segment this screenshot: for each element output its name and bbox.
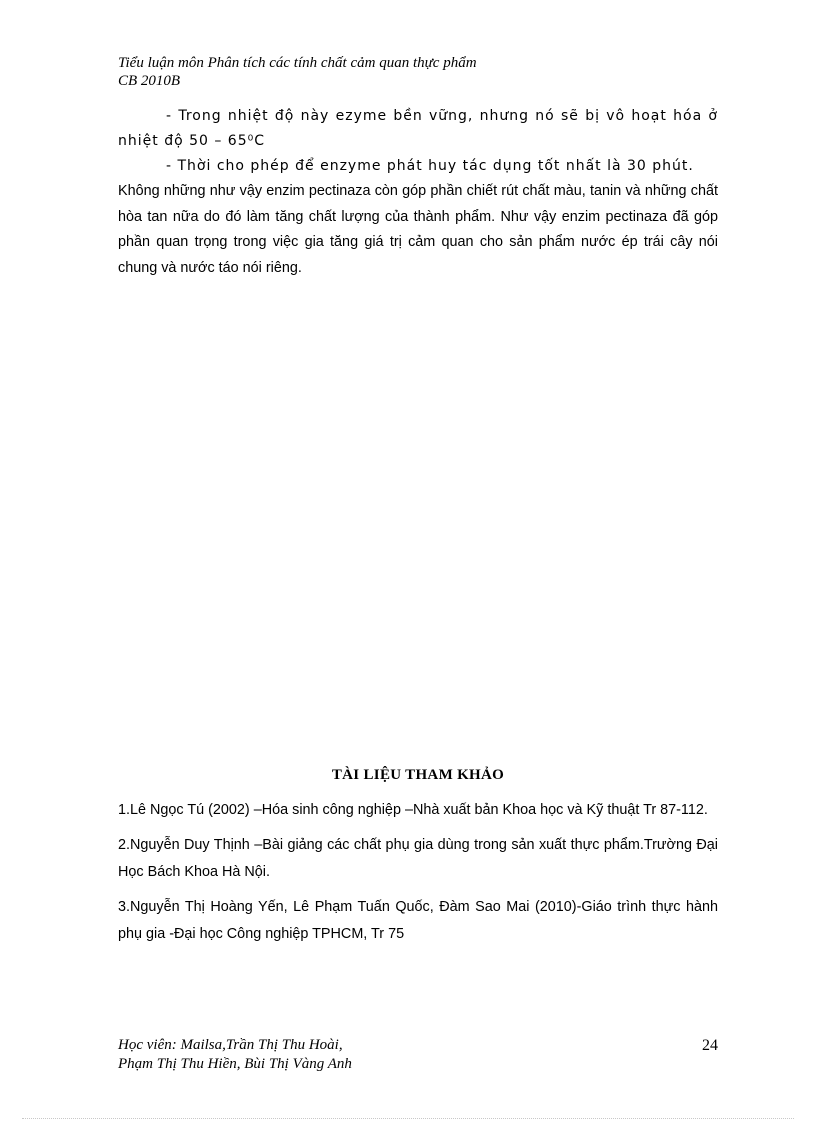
references-section (118, 765, 718, 956)
reference-item: 2.Nguyễn Duy Thịnh –Bài giảng các chất phụ gia dùng trong sản xuất thực phẩm.Trường Đại Học Bách Khoa Hà Nội. (118, 837, 718, 880)
page-bottom-divider (22, 1118, 794, 1119)
footer-authors-line1: Học viên: Mailsa,Trần Thị Thu Hoài, (118, 1037, 343, 1053)
body-text (118, 104, 718, 281)
header-title: Tiểu luận môn Phân tích các tính chất cảm quan thực phẩm (118, 55, 477, 71)
reference-item: 3.Nguyễn Thị Hoàng Yến, Lê Phạm Tuấn Quốc, Đàm Sao Mai (2010)-Giáo trình thực hành phụ gia -Đại học Công nghiệp TPHCM, Tr 75 (118, 899, 718, 942)
paragraph-time: - Thời cho phép để enzyme phát huy tác dụng tốt nhất là 30 phút. (166, 158, 694, 174)
page-header (118, 54, 718, 90)
page-footer (118, 1036, 718, 1074)
header-class-code: CB 2010B (118, 73, 181, 89)
references-title: TÀI LIỆU THAM KHẢO (331, 767, 505, 783)
footer-authors-line2: Phạm Thị Thu Hiền, Bùi Thị Vàng Anh (118, 1056, 352, 1072)
reference-item: 1.Lê Ngọc Tú (2002) –Hóa sinh công nghiệp –Nhà xuất bản Khoa học và Kỹ thuật Tr 87-112. (118, 802, 708, 818)
paragraph-temperature: - Trong nhiệt độ này ezyme bền vững, nhưng nó sẽ bị vô hoạt hóa ở nhiệt độ 50 – 65⁰C (118, 108, 718, 149)
page-number: 24 (702, 1037, 718, 1054)
paragraph-pectinase: Không những như vậy enzim pectinaza còn góp phần chiết rút chất màu, tanin và những chất hòa tan nữa do đó làm tăng chất lượng của thành phẩm. Như vậy enzim pectinaza đã góp phần quan trọng trong việc gia tăng giá trị cảm quan cho sản phẩm nước ép trái cây nói chung và nước táo nói riêng. (118, 183, 718, 276)
